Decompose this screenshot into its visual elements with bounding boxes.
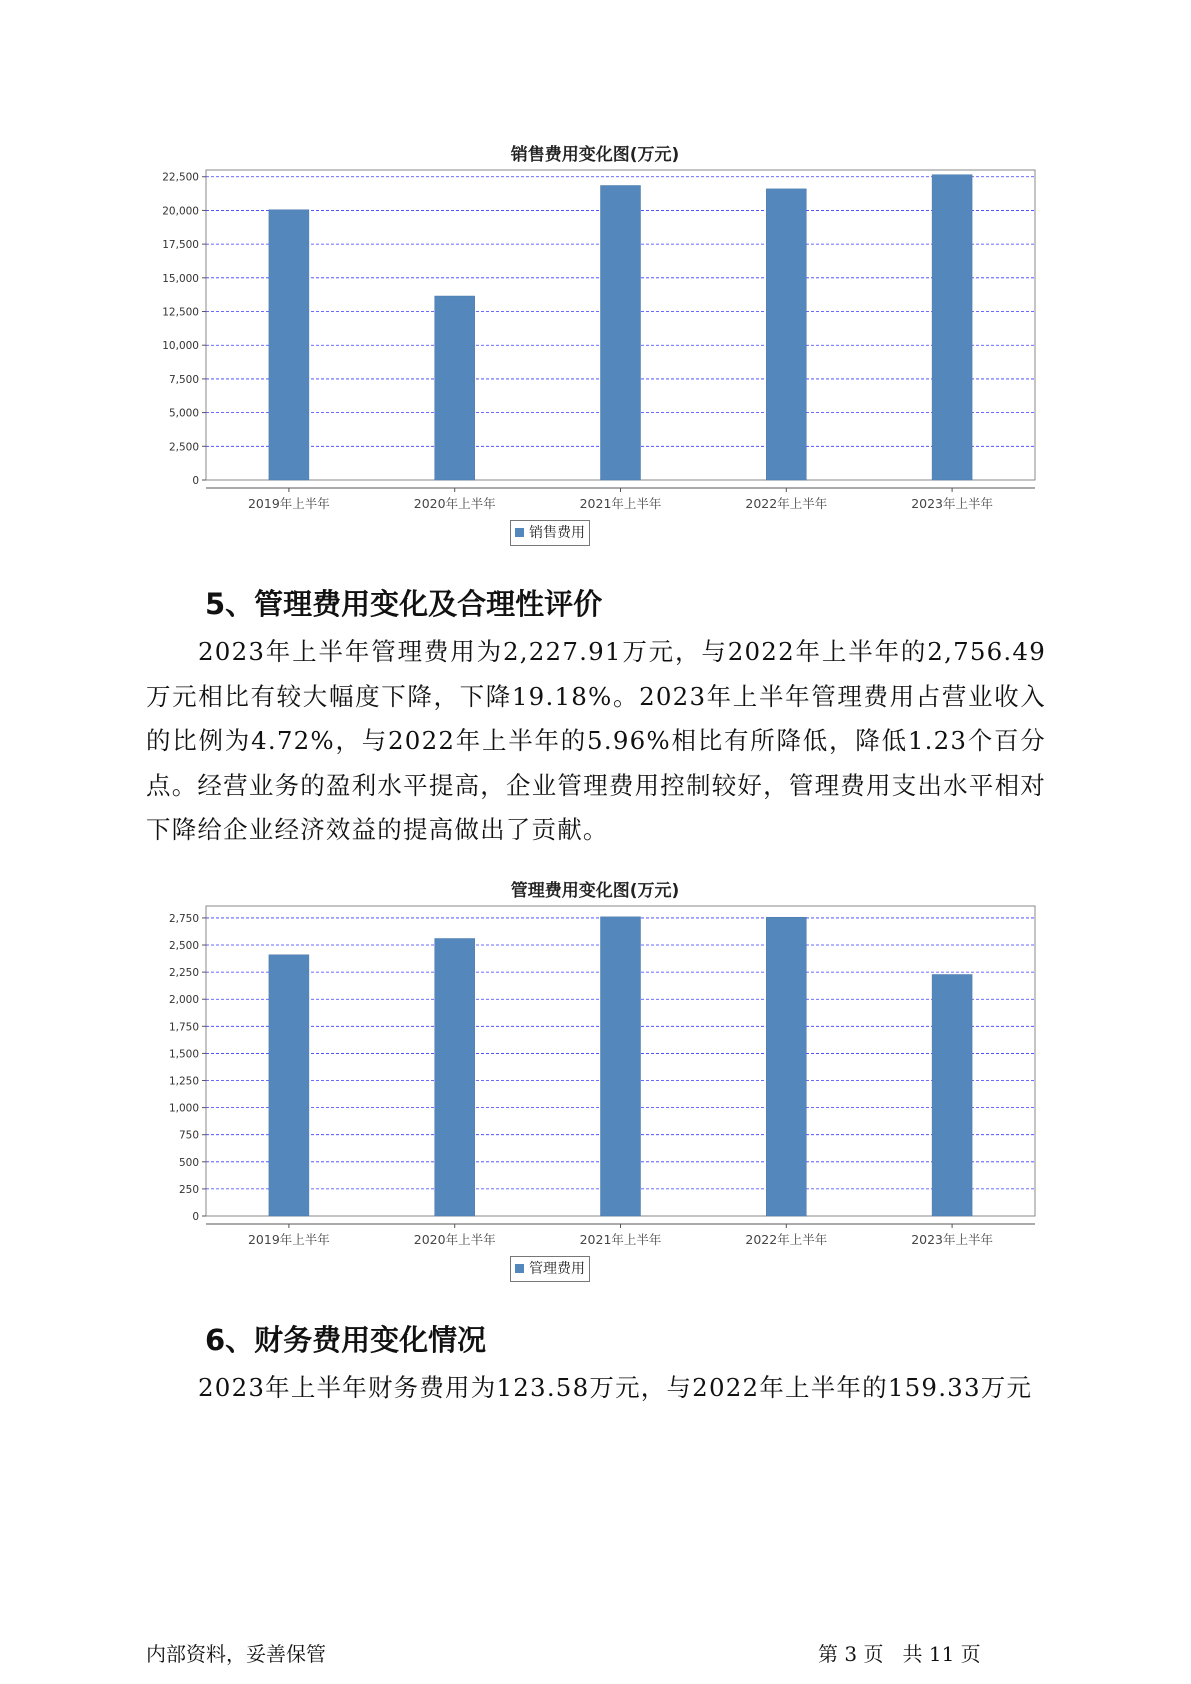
x-tick-label: 2019年上半年 bbox=[247, 1232, 330, 1247]
y-tick-label: 2,500 bbox=[168, 441, 199, 454]
y-tick-label: 0 bbox=[192, 475, 199, 487]
y-tick-label: 22,500 bbox=[162, 171, 199, 184]
legend-swatch bbox=[515, 1264, 524, 1273]
bar bbox=[932, 975, 972, 1216]
management-paragraph: 2023年上半年管理费用为2,227.91万元，与2022年上半年的2,756.49万元相比有较大幅度下降，下降19.18%。2023年上半年管理费用占营业收入的比例为4.72%，与2022年上半年的5.96%相比有所降低，降低1.23个百分点。经营业务的盈利水平提高，企业管理费用控制较好，管理费用支出水平相对下降给企业经济效益的提高做出了贡献。 bbox=[146, 637, 1046, 844]
bar bbox=[601, 917, 641, 1216]
y-tick-label: 7,500 bbox=[168, 373, 199, 386]
y-tick-label: 1,000 bbox=[168, 1102, 199, 1115]
management-expense-chart bbox=[150, 876, 1040, 1286]
management-expense-plot bbox=[150, 901, 1040, 1261]
chart-legend bbox=[510, 1256, 590, 1282]
y-tick-label: 250 bbox=[178, 1183, 199, 1196]
y-tick-label: 20,000 bbox=[162, 205, 199, 218]
y-tick-label: 1,750 bbox=[168, 1021, 199, 1034]
chart-title: 销售费用变化图(万元) bbox=[510, 145, 680, 165]
y-tick-label: 5,000 bbox=[168, 407, 199, 420]
x-tick-label: 2022年上半年 bbox=[745, 1232, 828, 1247]
chart-title: 管理费用变化图(万元) bbox=[510, 881, 680, 901]
x-tick-label: 2023年上半年 bbox=[911, 496, 994, 511]
x-tick-label: 2020年上半年 bbox=[413, 496, 496, 511]
y-tick-label: 10,000 bbox=[162, 340, 199, 353]
y-tick-label: 2,500 bbox=[168, 940, 199, 953]
y-tick-label: 2,000 bbox=[168, 994, 199, 1007]
sales-expense-chart bbox=[150, 140, 1040, 550]
x-tick-label: 2023年上半年 bbox=[911, 1232, 994, 1247]
x-tick-label: 2021年上半年 bbox=[579, 1232, 662, 1247]
y-tick-label: 15,000 bbox=[162, 272, 199, 285]
footer-left: 内部资料，妥善保管 bbox=[146, 1642, 326, 1666]
bar bbox=[269, 955, 309, 1216]
x-tick-label: 2022年上半年 bbox=[745, 496, 828, 511]
y-tick-label: 2,250 bbox=[168, 967, 199, 980]
chart-legend bbox=[510, 520, 590, 546]
legend-swatch bbox=[515, 528, 524, 537]
legend-label: 销售费用 bbox=[529, 525, 585, 541]
footer-page-number: 第 3 页 共 11 页 bbox=[818, 1642, 981, 1666]
bar bbox=[766, 917, 806, 1216]
legend-label: 管理费用 bbox=[529, 1261, 585, 1277]
y-tick-label: 1,250 bbox=[168, 1075, 199, 1088]
bar bbox=[435, 296, 475, 480]
bar bbox=[932, 175, 972, 480]
bar bbox=[269, 210, 309, 480]
y-tick-label: 1,500 bbox=[168, 1048, 199, 1061]
section-heading-management: 5、管理费用变化及合理性评价 bbox=[205, 587, 603, 621]
y-tick-label: 750 bbox=[178, 1129, 199, 1142]
bar bbox=[766, 189, 806, 480]
y-tick-label: 500 bbox=[178, 1156, 199, 1169]
y-tick-label: 2,750 bbox=[168, 912, 199, 925]
x-tick-label: 2020年上半年 bbox=[413, 1232, 496, 1247]
x-tick-label: 2019年上半年 bbox=[247, 496, 330, 511]
y-tick-label: 0 bbox=[192, 1211, 199, 1223]
finance-paragraph: 2023年上半年财务费用为123.58万元，与2022年上半年的159.33万元 bbox=[198, 1373, 1033, 1402]
x-tick-label: 2021年上半年 bbox=[579, 496, 662, 511]
bar bbox=[435, 939, 475, 1216]
y-tick-label: 12,500 bbox=[162, 306, 199, 319]
sales-expense-plot bbox=[150, 165, 1040, 525]
section-heading-finance: 6、财务费用变化情况 bbox=[205, 1323, 487, 1357]
y-tick-label: 17,500 bbox=[162, 239, 199, 252]
bar bbox=[601, 186, 641, 481]
